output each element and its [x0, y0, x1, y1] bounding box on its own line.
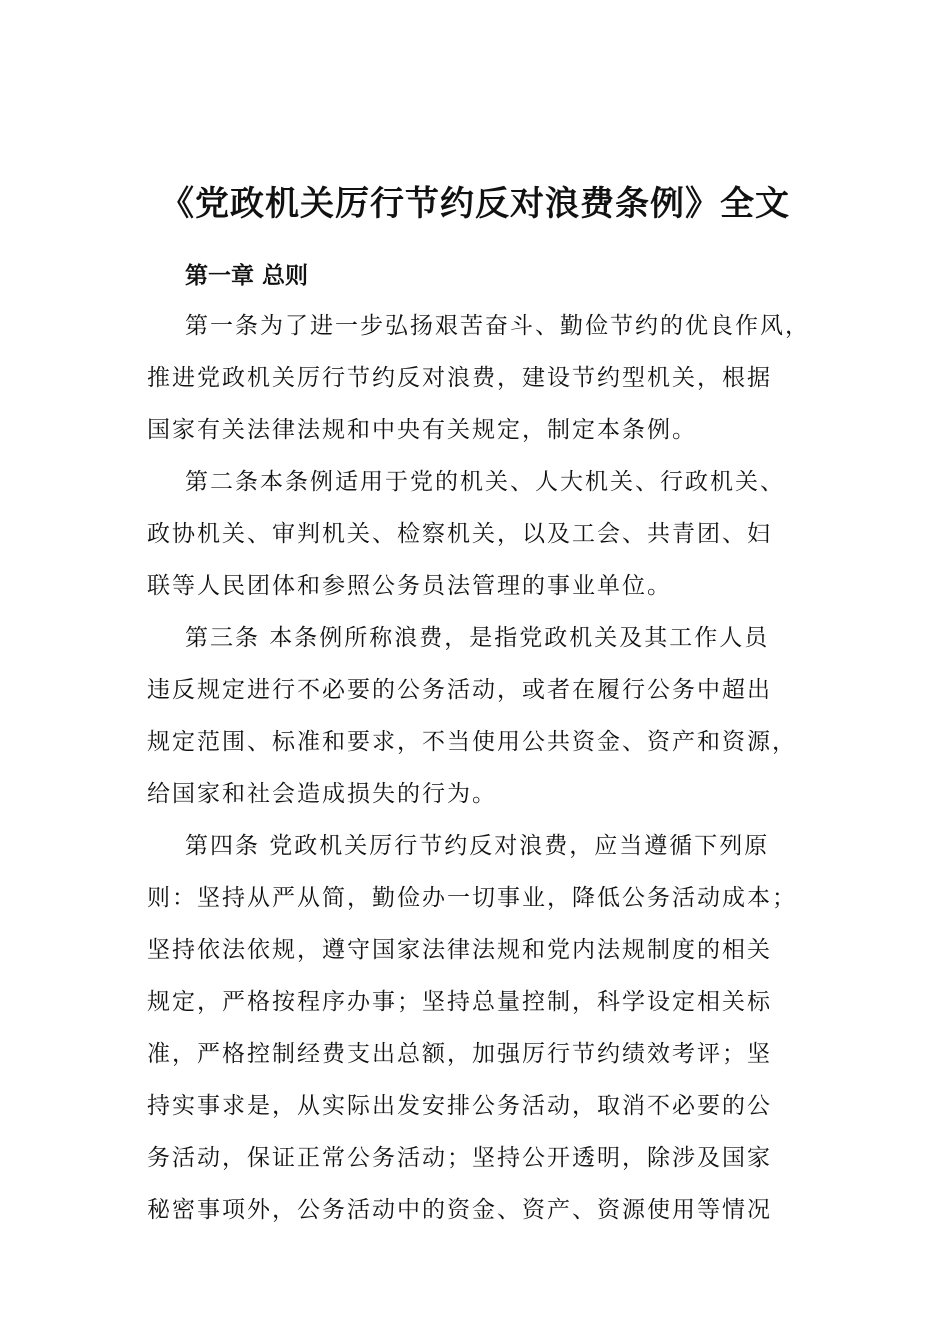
chapter-heading: 第一章 总则	[185, 262, 309, 289]
body-line: 务活动，保证正常公务活动；坚持公开透明，除涉及国家	[147, 1145, 772, 1171]
body-line: 国家有关法律法规和中央有关规定，制定本条例。	[147, 417, 697, 443]
body-line: 准，严格控制经费支出总额，加强厉行节约绩效考评；坚	[147, 1041, 772, 1067]
body-line: 联等人民团体和参照公务员法管理的事业单位。	[147, 573, 672, 599]
body-line: 坚持依法依规，遵守国家法律法规和党内法规制度的相关	[147, 937, 772, 963]
body-line: 规定，严格按程序办事；坚持总量控制，科学设定相关标	[147, 989, 772, 1015]
body-line: 推进党政机关厉行节约反对浪费，建设节约型机关，根据	[147, 365, 772, 391]
body-line: 规定范围、标准和要求，不当使用公共资金、资产和资源，	[147, 729, 797, 755]
body-line: 则：坚持从严从简，勤俭办一切事业，降低公务活动成本；	[147, 885, 797, 911]
body-line: 第四条 党政机关厉行节约反对浪费，应当遵循下列原	[185, 833, 770, 859]
body-line: 第三条 本条例所称浪费，是指党政机关及其工作人员	[185, 625, 770, 651]
body-line: 持实事求是，从实际出发安排公务活动，取消不必要的公	[147, 1093, 772, 1119]
document-title: 《党政机关厉行节约反对浪费条例》全文	[160, 184, 790, 224]
body-line: 违反规定进行不必要的公务活动，或者在履行公务中超出	[147, 677, 772, 703]
body-line: 第一条为了进一步弘扬艰苦奋斗、勤俭节约的优良作风，	[185, 313, 810, 339]
body-line: 给国家和社会造成损失的行为。	[147, 781, 497, 807]
body-line: 秘密事项外，公务活动中的资金、资产、资源使用等情况	[147, 1197, 772, 1223]
body-line: 第二条本条例适用于党的机关、人大机关、行政机关、	[185, 469, 785, 495]
body-line: 政协机关、审判机关、检察机关，以及工会、共青团、妇	[147, 521, 772, 547]
